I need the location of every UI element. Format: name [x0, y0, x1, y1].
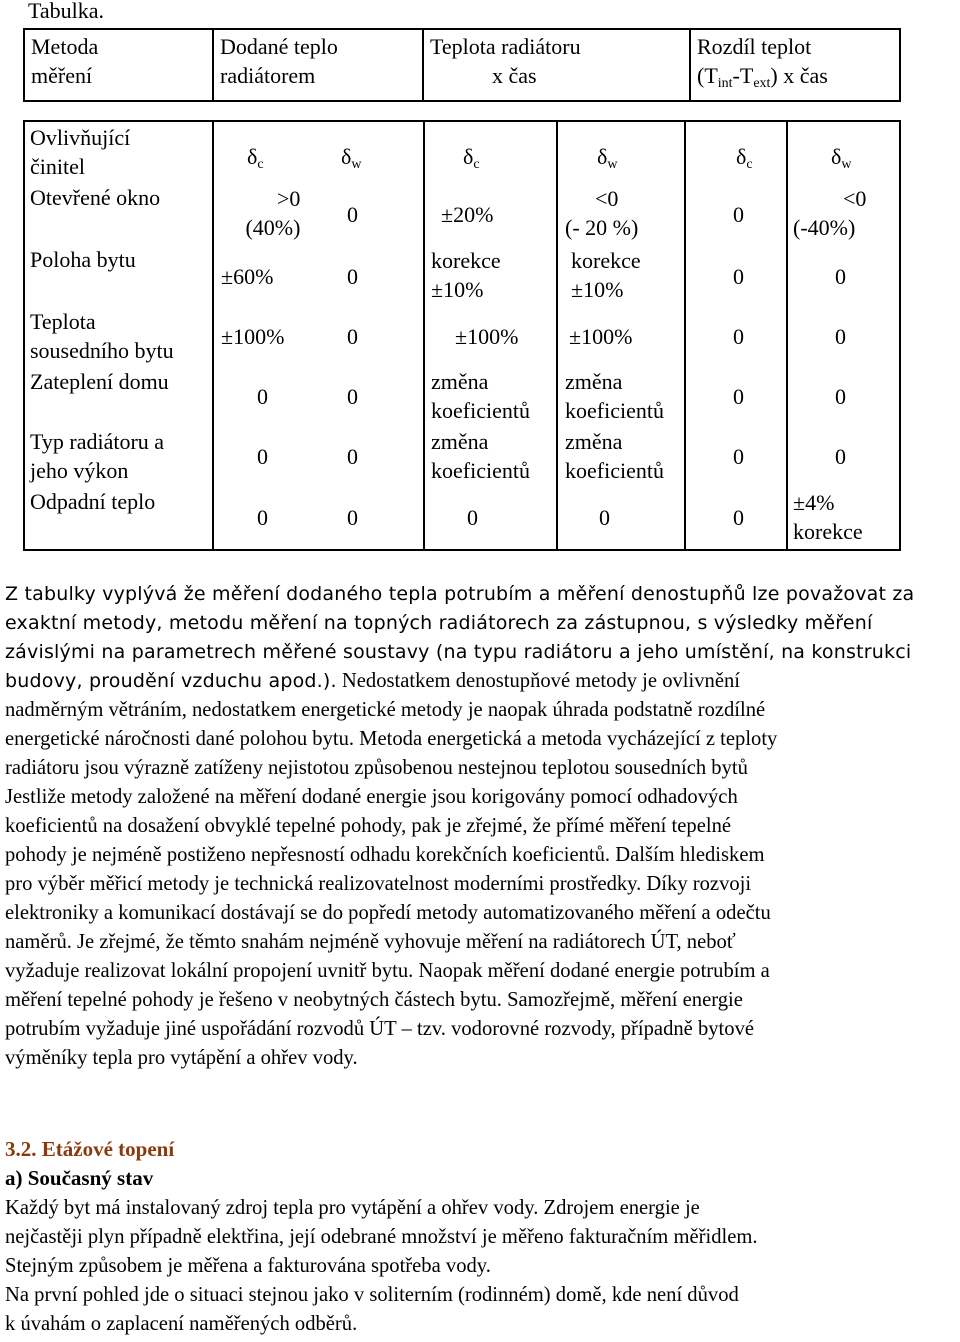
paragraph-line: naměrů. Je zřejmé, že těmto snahám nejméně vyhovuje měření na radiátorech ÚT, neboť	[5, 931, 736, 953]
section-title: Etážové topení	[41, 1137, 175, 1161]
cell-r6-dc3: 0	[733, 505, 744, 530]
paragraph-line: Stejným způsobem je měřena a fakturována spotřeba vody.	[5, 1255, 491, 1277]
cell-r1-dw1: 0	[347, 202, 358, 227]
cell-r6-dw2: 0	[599, 505, 610, 530]
cell-r4-dc2: změna koeficientů	[431, 369, 530, 423]
paragraph-line: radiátoru jsou výrazně zatíženy nejistotou způsobenou nestejnou teplotou sousedních bytů	[5, 757, 748, 779]
cell-r3-dw2: ±100%	[569, 324, 633, 349]
delta-c-2: $\delta_c$	[463, 144, 480, 172]
cell-r2-dw3: 0	[835, 264, 846, 289]
delta-w-2: $\delta_w$	[597, 144, 618, 172]
delta-w-3: $\delta_w$	[831, 144, 852, 172]
cell-r1-dw2: <0 (- 20 %)	[565, 186, 639, 240]
paragraph-line: výměníky tepla pro vytápění a ohřev vody.	[5, 1047, 358, 1069]
paragraph-methods-comparison	[5, 580, 960, 1073]
paragraph-line: nejčastěji plyn případně elektřina, její odebrané množství je měřeno fakturačním měřidlem.	[5, 1226, 758, 1248]
cell-r4-dc1: 0	[257, 384, 268, 409]
subsection-heading: a) Současný stav	[5, 1166, 154, 1190]
cell-r3-dc3: 0	[733, 324, 744, 349]
cell-r5-dw1: 0	[347, 444, 358, 469]
cell-r3-dw3: 0	[835, 324, 846, 349]
paragraph-line: budovy, proudění vzduchu apod.). Nedostatkem denostupňové metody je ovlivnění	[5, 670, 740, 692]
paragraph-line: energetické náročnosti dané polohou bytu. Metoda energetická a metoda vycházející z teploty	[5, 728, 778, 750]
factor-insulation: Zateplení domu	[30, 369, 169, 394]
cell-r6-dw1: 0	[347, 505, 358, 530]
header-temp-difference: Rozdíl teplot $(T_{int}-T_{ext})$ x čas	[690, 29, 900, 101]
cell-r4-dw2: změna koeficientů	[565, 369, 664, 423]
table-caption: Tabulka.	[28, 0, 105, 23]
factor-apartment-position: Poloha bytu	[30, 247, 136, 272]
paragraph-line: měření tepelné pohody je řešeno v neobytných částech bytu. Samozřejmě, měření energie	[5, 989, 743, 1011]
paragraph-line: Na první pohled jde o situaci stejnou jako v soliterním (rodinném) domě, kde není důvod	[5, 1284, 739, 1306]
factor-open-window: Otevřené okno	[30, 185, 161, 210]
cell-r3-dw1: 0	[347, 324, 358, 349]
delta-c-1: $\delta_c$	[247, 144, 264, 172]
factors-table	[23, 120, 901, 551]
paragraph-line: závislými na parametrech měřené soustavy (na typu radiátoru a jeho umístění, na konstrukci	[5, 641, 912, 663]
section-number: 3.2.	[5, 1137, 37, 1161]
cell-r2-dw1: 0	[347, 264, 358, 289]
methods-header-table	[23, 28, 901, 102]
section-heading	[5, 1135, 174, 1164]
cell-r1-dc3: 0	[733, 202, 744, 227]
paragraph-line: vyžaduje realizovat lokální propojení uvnitř bytu. Naopak měření dodané energie potrubím a	[5, 960, 770, 982]
paragraph-current-state	[5, 1194, 960, 1339]
factor-header: Ovlivňující činitel	[30, 125, 131, 179]
factor-waste-heat: Odpadní teplo	[30, 489, 156, 514]
cell-r3-dc2: ±100%	[455, 324, 519, 349]
cell-r1-dc2: ±20%	[441, 202, 494, 227]
cell-r4-dw1: 0	[347, 384, 358, 409]
cell-r2-dc2: korekce ±10%	[431, 248, 501, 302]
paragraph-line: koeficientů na dosažení obvyklé tepelné pohody, pak je zřejmé, že přímé měření tepelné	[5, 815, 732, 837]
delta-w-1: $\delta_w$	[341, 144, 362, 172]
factor-radiator-type: Typ radiátoru a jeho výkon	[30, 429, 165, 483]
cell-r5-dc1: 0	[257, 444, 268, 469]
cell-r4-dw3: 0	[835, 384, 846, 409]
paragraph-line: exaktní metody, metodu měření na topných radiátorech za zástupnou, s výsledky měření	[5, 612, 873, 634]
paragraph-line: pro výběr měřicí metody je technická realizovatelnost moderními prostředky. Díky rozvoji	[5, 873, 752, 895]
factor-neighbour-temp: Teplota sousedního bytu	[30, 309, 174, 363]
cell-r5-dc2: změna koeficientů	[431, 429, 530, 483]
paragraph-line: Každý byt má instalovaný zdroj tepla pro vytápění a ohřev vody. Zdrojem energie je	[5, 1197, 700, 1219]
cell-r2-dc3: 0	[733, 264, 744, 289]
cell-r5-dw3: 0	[835, 444, 846, 469]
paragraph-line: k úvahám o zaplacení naměřených odběrů.	[5, 1313, 358, 1335]
cell-r6-dc2: 0	[467, 505, 478, 530]
paragraph-line: potrubím vyžaduje jiné uspořádání rozvodů ÚT – tzv. vodorovné rozvody, případně bytové	[5, 1018, 755, 1040]
paragraph-line: pohody je nejméně postiženo nepřesností odhadu korekčních koeficientů. Dalším hlediskem	[5, 844, 765, 866]
paragraph-line: Z tabulky vyplývá že měření dodaného tepla potrubím a měření denostupňů lze považovat za	[5, 583, 915, 605]
cell-r6-dc1: 0	[257, 505, 268, 530]
paragraph-line: elektroniky a komunikací dostávají se do popředí metody automatizovaného měření a odečtu	[5, 902, 771, 924]
cell-r1-dw3: <0 (-40%)	[793, 186, 867, 240]
cell-r3-dc1: ±100%	[221, 324, 285, 349]
paragraph-line: nadměrným větráním, nedostatkem energetické metody je naopak úhrada podstatně rozdílné	[5, 699, 766, 721]
cell-r6-dw3: ±4% korekce	[793, 490, 863, 544]
cell-r5-dc3: 0	[733, 444, 744, 469]
delta-c-3: $\delta_c$	[736, 144, 753, 172]
header-method: Metoda měření	[24, 29, 213, 101]
paragraph-line: Jestliže metody založené na měření dodané energie jsou korigovány pomocí odhadových	[5, 786, 738, 808]
cell-r2-dw2: korekce ±10%	[571, 248, 641, 302]
cell-r2-dc1: ±60%	[221, 264, 274, 289]
cell-r5-dw2: změna koeficientů	[565, 429, 664, 483]
header-delivered-heat: Dodané teplo radiátorem	[213, 29, 423, 101]
cell-r1-dc1: >0 (40%)	[245, 186, 301, 240]
header-radiator-temp: Teplota radiátoru x čas	[423, 29, 690, 101]
cell-r4-dc3: 0	[733, 384, 744, 409]
